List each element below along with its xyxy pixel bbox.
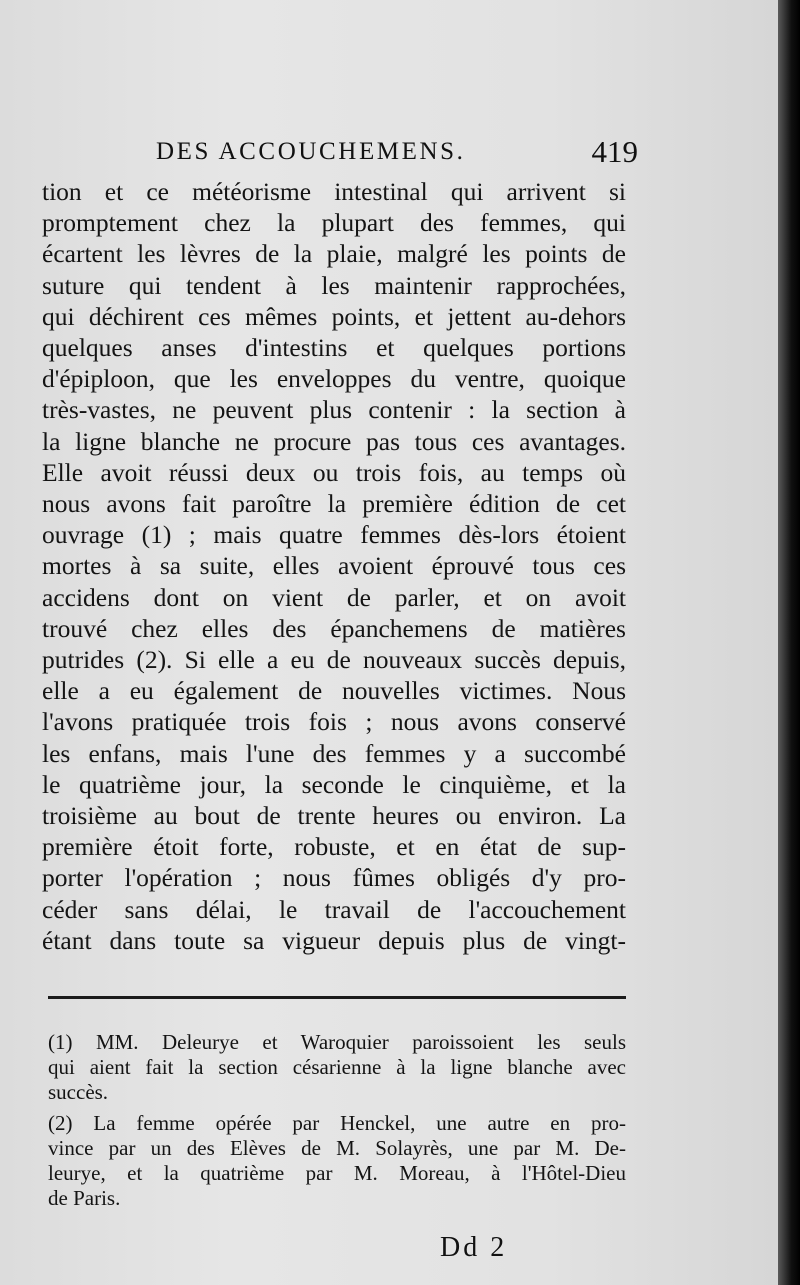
running-head-title: DES ACCOUCHEMENS. <box>156 138 466 165</box>
text-line: suture qui tendent à les maintenir rapprochées, <box>42 270 626 300</box>
text-line: trouvé chez elles des épanchemens de matières <box>42 613 626 643</box>
footnote-line: (2) La femme opérée par Henckel, une autre en pro- <box>48 1111 626 1135</box>
text-line: accidens dont on vient de parler, et on avoit <box>42 582 626 612</box>
text-line: promptement chez la plupart des femmes, qui <box>42 208 626 238</box>
footnote-line: qui aient fait la section césarienne à la ligne blanche avec <box>48 1055 626 1079</box>
text-line: nous avons fait paroître la première édition de cet <box>42 489 626 519</box>
text-line: les enfans, mais l'une des femmes y a succombé <box>42 738 626 768</box>
page-edge-shadow <box>778 0 800 1285</box>
footnote-1 <box>48 1030 626 1105</box>
text-line: d'épiploon, que les enveloppes du ventre, quoique <box>42 364 626 394</box>
text-line: première étoit forte, robuste, et en état de sup- <box>42 832 626 862</box>
text-line: quelques anses d'intestins et quelques portions <box>42 333 626 363</box>
text-line: le quatrième jour, la seconde le cinquième, et la <box>42 769 626 799</box>
text-line: céder sans délai, le travail de l'accouchement <box>42 894 626 924</box>
footnote-line: succès. <box>48 1080 109 1104</box>
text-line: tion et ce météorisme intestinal qui arrivent si <box>42 177 626 206</box>
text-line: Elle avoit réussi deux ou trois fois, au temps où <box>42 457 626 487</box>
signature-mark: Dd 2 <box>440 1232 508 1263</box>
text-line: putrides (2). Si elle a eu de nouveaux succès depuis, <box>42 645 626 675</box>
text-line: mortes à sa suite, elles avoient éprouvé tous ces <box>42 551 626 581</box>
text-line: écartent les lèvres de la plaie, malgré les points de <box>42 239 626 269</box>
text-line: très-vastes, ne peuvent plus contenir : la section à <box>42 395 626 425</box>
page-number: 419 <box>591 134 638 169</box>
text-line: elle a eu également de nouvelles victimes. Nous <box>42 676 626 706</box>
footnote-line: de Paris. <box>48 1186 121 1210</box>
footnote-rule <box>48 996 626 999</box>
text-line: porter l'opération ; nous fûmes obligés d'y pro- <box>42 863 626 893</box>
footnote-line: (1) MM. Deleurye et Waroquier paroissoient les seuls <box>48 1030 626 1054</box>
footnote-2 <box>48 1111 626 1211</box>
text-line: troisième au bout de trente heures ou environ. La <box>42 801 626 831</box>
text-line: l'avons pratiquée trois fois ; nous avons conservé <box>42 707 626 737</box>
running-head <box>150 136 640 176</box>
footnote-line: leurye, et la quatrième par M. Moreau, à l'Hôtel-Dieu <box>48 1161 626 1185</box>
footnote-line: vince par un des Elèves de M. Solayrès, une par M. De- <box>48 1136 626 1160</box>
text-line: étant dans toute sa vigueur depuis plus de vingt- <box>42 925 626 955</box>
footnotes <box>48 1030 626 1217</box>
text-line: qui déchirent ces mêmes points, et jettent au-dehors <box>42 301 626 331</box>
body-text <box>42 176 626 956</box>
text-line: ouvrage (1) ; mais quatre femmes dès-lors étoient <box>42 520 626 550</box>
text-line: la ligne blanche ne procure pas tous ces avantages. <box>42 426 626 456</box>
